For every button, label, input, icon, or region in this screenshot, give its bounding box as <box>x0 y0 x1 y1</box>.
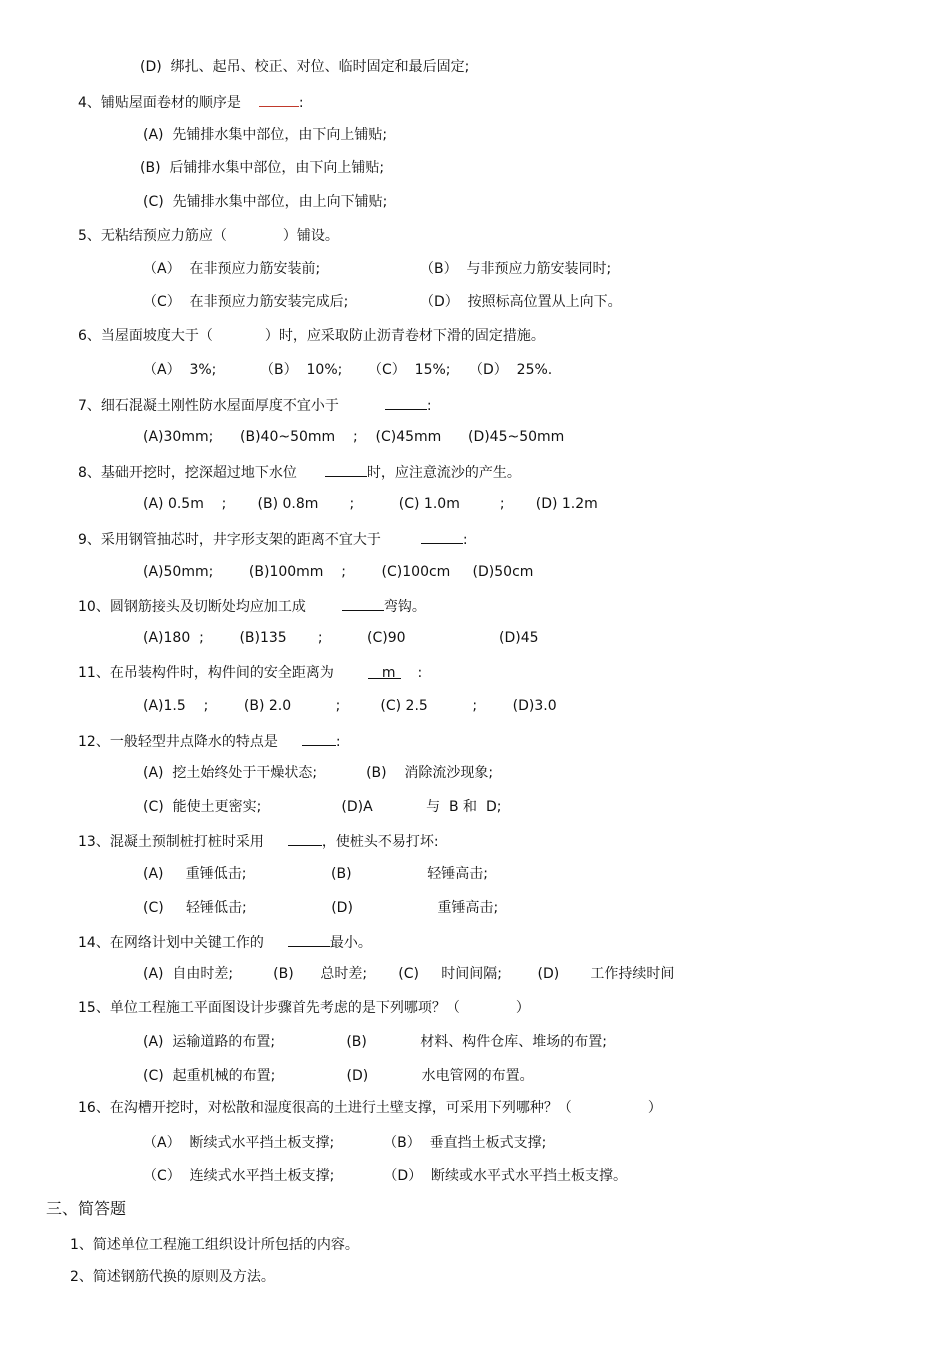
line-q16 <box>78 1099 662 1117</box>
line-q6d <box>469 361 552 379</box>
line-q13ab <box>143 865 488 883</box>
line-q14 <box>78 932 372 952</box>
line-q4c <box>143 193 387 211</box>
answer-blank <box>385 395 427 410</box>
line-q12cd <box>143 798 501 816</box>
line-text: 13、混凝土预制桩打桩时采用 <box>78 834 264 850</box>
answer-blank <box>288 932 330 947</box>
line-text: 16、在沟槽开挖时，对松散和湿度很高的土进行土壁支撑，可采用下列哪种？（ <box>78 1100 572 1116</box>
line-text: （A） 断续式水平挡土板支撑; （B） 垂直挡土板式支撑; <box>143 1135 547 1151</box>
line-text: (C) 起重机械的布置; (D) 水电管网的布置。 <box>143 1068 534 1084</box>
answer-blank <box>421 529 463 544</box>
line-q16cd <box>143 1167 627 1185</box>
line-text: ）铺设。 <box>282 228 339 244</box>
line-q11 <box>78 664 422 682</box>
line-q6a <box>143 361 216 379</box>
line-text: (A)180 ; (B)135 ; (C)90 (D)45 <box>143 630 539 646</box>
line-q14o <box>143 965 674 983</box>
line-text: (A) 运输道路的布置; (B) 材料、构件仓库、堆场的布置; <box>143 1034 607 1050</box>
line-text: (D) 绑扎、起吊、校正、对位、临时固定和最后固定; <box>140 59 470 75</box>
line-text: (A)1.5 ; (B) 2.0 ; (C) 2.5 ; (D)3.0 <box>143 698 557 714</box>
line-q16ab <box>143 1134 546 1152</box>
line-q9 <box>78 529 468 549</box>
line-text: 9、采用钢管抽芯时，井字形支架的距离不宜大于 <box>78 532 381 548</box>
line-q15 <box>78 999 530 1017</box>
line-text: ） <box>515 1000 530 1016</box>
line-text: 4、铺贴屋面卷材的顺序是 <box>78 95 241 111</box>
line-q10o <box>143 629 539 647</box>
line-text: 弯钩。 <box>383 599 426 615</box>
line-text: 最小。 <box>329 935 372 951</box>
line-q6c <box>368 361 451 379</box>
line-text: （C） 连续式水平挡土板支撑; （D） 断续或水平式水平挡土板支撑。 <box>143 1168 628 1184</box>
short-answer-question: 2、简述钢筋代换的原则及方法。 <box>70 1269 275 1285</box>
line-text: (A) 重锤低击; (B) 轻锤高击; <box>143 866 488 882</box>
line-q12 <box>78 731 341 751</box>
line-text: 10、圆钢筋接头及切断处均应加工成 <box>78 599 306 615</box>
line-text: （D） 按照标高位置从上向下。 <box>420 294 622 310</box>
line-text: (C) 先铺排水集中部位，由上向下铺贴; <box>143 194 388 210</box>
line-text: (C) 能使土更密实; (D)A 与 B 和 D; <box>143 799 502 815</box>
line-text: 11、在吊装构件时，构件间的安全距离为 <box>78 665 334 681</box>
answer-blank <box>302 731 336 746</box>
line-text: (A) 挖土始终处于干燥状态; (B) 消除流沙现象; <box>143 765 494 781</box>
line-text: : <box>417 665 423 681</box>
line-text: ，使桩头不易打坏: <box>321 834 439 850</box>
line-text: ） <box>647 1100 662 1116</box>
line-text: : <box>335 734 341 750</box>
line-text: （A） 3%; <box>143 362 217 378</box>
line-q8o <box>143 495 598 513</box>
line-text: （B） 与非预应力筋安装同时; <box>420 261 612 277</box>
answer-blank <box>342 596 384 611</box>
line-q6 <box>78 327 545 345</box>
line-text: (A)50mm; (B)100mm ; (C)100cm (D)50cm <box>143 564 534 580</box>
line-text: 6、当屋面坡度大于（ <box>78 328 213 344</box>
line-q8 <box>78 462 521 482</box>
line-text: 8、基础开挖时，挖深超过地下水位 <box>78 465 297 481</box>
short-answer-question: 1、简述单位工程施工组织设计所包括的内容。 <box>70 1237 359 1253</box>
blank-answer: m <box>368 664 402 679</box>
line-q5a <box>143 260 320 278</box>
line-q3d <box>140 58 469 76</box>
line-q15cd <box>143 1067 534 1085</box>
line-text: 12、一般轻型井点降水的特点是 <box>78 734 278 750</box>
line-text: : <box>462 532 468 548</box>
line-q5 <box>78 227 339 245</box>
line-text: (A) 自由时差; (B) 总时差; (C) 时间间隔; (D) 工作持续时间 <box>143 966 675 982</box>
line-q5d <box>420 293 622 311</box>
line-q13 <box>78 831 439 851</box>
line-q10 <box>78 596 426 616</box>
line-q15ab <box>143 1033 607 1051</box>
line-q5c <box>143 293 348 311</box>
line-text: : <box>426 398 432 414</box>
line-text: (A) 0.5m ; (B) 0.8m ; (C) 1.0m ; (D) 1.2m <box>143 496 598 512</box>
line-text: （C） 在非预应力筋安装完成后; <box>143 294 349 310</box>
line-text: 5、无粘结预应力筋应（ <box>78 228 227 244</box>
line-q6b <box>260 361 342 379</box>
line-q4 <box>78 92 304 112</box>
line-text: : <box>298 95 304 111</box>
line-q13cd <box>143 899 498 917</box>
line-text: 14、在网络计划中关键工作的 <box>78 935 264 951</box>
line-q9o <box>143 563 533 581</box>
line-text: (A)30mm; (B)40~50mm ; (C)45mm (D)45~50mm <box>143 429 565 445</box>
line-text: (A) 先铺排水集中部位，由下向上铺贴; <box>143 127 388 143</box>
section-heading: 三、简答题 <box>46 1199 127 1218</box>
answer-blank <box>288 831 322 846</box>
line-text: (C) 轻锤低击; (D) 重锤高击; <box>143 900 499 916</box>
line-text: （D） 25%. <box>469 362 553 378</box>
line-text: 15、单位工程施工平面图设计步骤首先考虑的是下列哪项？（ <box>78 1000 460 1016</box>
line-text: (B) 后铺排水集中部位，由下向上铺贴; <box>140 160 385 176</box>
line-text: （B） 10%; <box>260 362 343 378</box>
line-q11o <box>143 697 557 715</box>
line-q5b <box>420 260 611 278</box>
line-text: （C） 15%; <box>368 362 451 378</box>
answer-blank <box>325 462 367 477</box>
line-q12ab <box>143 764 493 782</box>
line-q7o <box>143 428 564 446</box>
answer-blank <box>259 92 299 107</box>
line-text: （A） 在非预应力筋安装前; <box>143 261 321 277</box>
line-text: 7、细石混凝土刚性防水屋面厚度不宜小于 <box>78 398 339 414</box>
line-text: ）时，应采取防止沥青卷材下滑的固定措施。 <box>264 328 545 344</box>
line-q7 <box>78 395 432 415</box>
line-q4b <box>140 159 384 177</box>
line-text: 时，应注意流沙的产生。 <box>366 465 521 481</box>
line-q4a <box>143 126 387 144</box>
